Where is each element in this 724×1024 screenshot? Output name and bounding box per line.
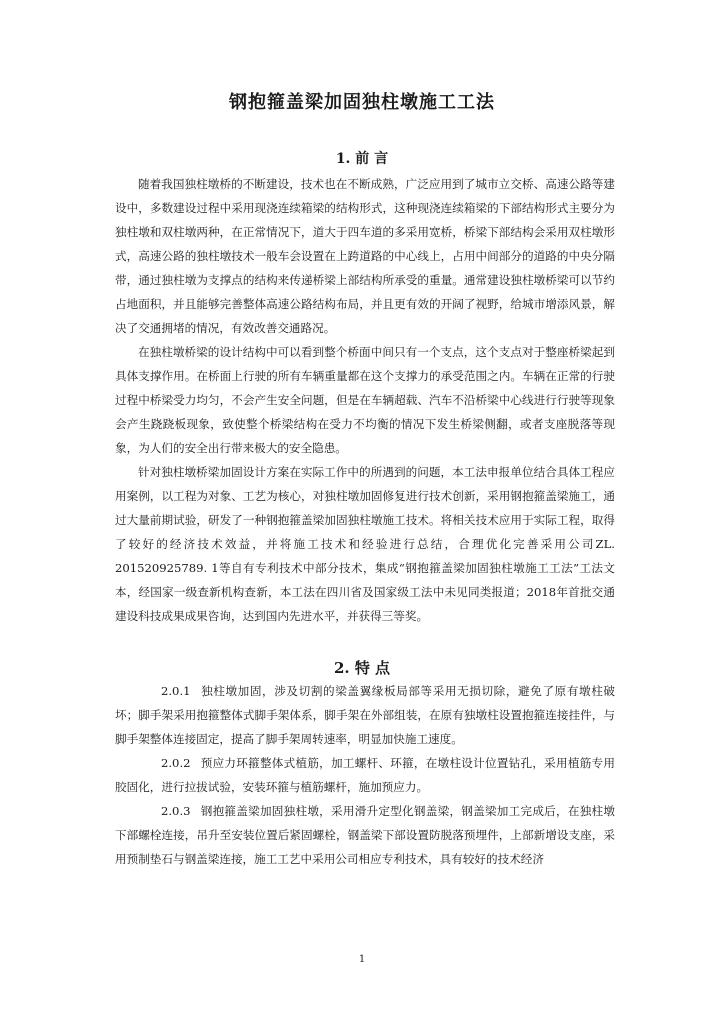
feature-text: 独柱墩加固，涉及切割的梁盖翼缘板局部等采用无损切除，避免了原有墩柱破坏；脚手架采用抱箍整体式脚手架体系，脚手架在外部组装，在原有独墩柱设置抱箍连接挂件，与脚手架整体连接固定，提高了脚手架周转速率，明显加快施工速度。	[115, 684, 615, 746]
section-heading-preface: 1. 前 言	[335, 151, 389, 167]
paragraph: 在独柱墩桥梁的设计结构中可以看到整个桥面中间只有一个支点，这个支点对于整座桥梁起到具体支撑作用。在桥面上行驶的所有车辆重量都在这个支撑力的承受范围之内。车辆在正常的行驶过程中桥梁受力均匀，不会产生安全问题，但是在车辆超载、汽车不沿桥梁中心线进行行驶等现象会产生跷跷板现象，致使整个桥梁结构在受力不均衡的情况下发生桥梁侧翻，或者支座脱落等现象，为人们的安全出行带来极大的安全隐患。	[115, 345, 615, 455]
feature-item	[115, 679, 615, 751]
paragraph: 针对独柱墩桥梁加固设计方案在实际工作中的所遇到的问题，本工法申报单位结合具体工程应用案例，以工程为对象、工艺为核心，对独柱墩加固修复进行技术创新，采用钢抱箍盖梁施工，通过大量前期试验，研发了一种钢抱箍盖梁加固独柱墩施工技术。将相关技术应用于实际工程，取得了较好的经济技术效益，并将施工技术和经验进行总结，合理优化完善采用公司ZL. 201520925789. 1等自有专利技术中部分技术，集成“钢抱箍盖梁加固独柱墩施工工法”工法文本，经国家一级查新机构查新，本工法在四川省及国家级工法中未见同类报道；2018年首批交通建设科技成果成果咨询，达到国内先进水平，并获得三等奖。	[115, 465, 615, 623]
document-title: 钢抱箍盖梁加固独柱墩施工工法	[229, 92, 495, 113]
feature-number: 2.0.3	[161, 804, 191, 818]
feature-text: 钢抱箍盖梁加固独柱墩，采用滑升定型化钢盖梁，钢盖梁加工完成后，在独柱墩下部螺栓连接，吊升至安装位置后紧固螺栓，钢盖梁下部设置防脱落预埋件，上部新增设支座，采用预制垫石与钢盖梁连接，施工工艺中采用公司相应专利技术，具有较好的技术经济	[115, 804, 615, 866]
feature-item	[115, 751, 615, 799]
section-body-preface	[115, 172, 615, 628]
feature-number: 2.0.2	[161, 756, 191, 770]
feature-text: 预应力环箍整体式植筋，加工螺杆、环箍，在墩柱设计位置钻孔，采用植筋专用胶固化，进行拉拔试验，安装环箍与植筋螺杆，施加预应力。	[115, 756, 615, 794]
section-body-features	[115, 679, 615, 871]
page-number: 1	[358, 954, 366, 965]
section-heading-features: 2. 特 点	[333, 659, 391, 677]
feature-number: 2.0.1	[161, 684, 191, 698]
paragraph: 随着我国独柱墩桥的不断建设，技术也在不断成熟，广泛应用到了城市立交桥、高速公路等建设中，多数建设过程中采用现浇连续箱梁的结构形式，这种现浇连续箱梁的下部结构形式主要分为独柱墩和双柱墩两种，在正常情况下，道大于四车道的多采用宽桥，桥梁下部结构会采用双柱墩形式，高速公路的独柱墩技术一般车会设置在上跨道路的中心线上，占用中间部分的道路的中央分隔带，通过独柱墩为支撑点的结构来传递桥梁上部结构所承受的重量。通常建设独柱墩桥梁可以节约占地面积，并且能够完善整体高速公路结构布局，并且更有效的开阔了视野，给城市增添风景，解决了交通拥堵的情况，有效改善交通路况。	[115, 177, 615, 335]
feature-item	[115, 799, 615, 871]
